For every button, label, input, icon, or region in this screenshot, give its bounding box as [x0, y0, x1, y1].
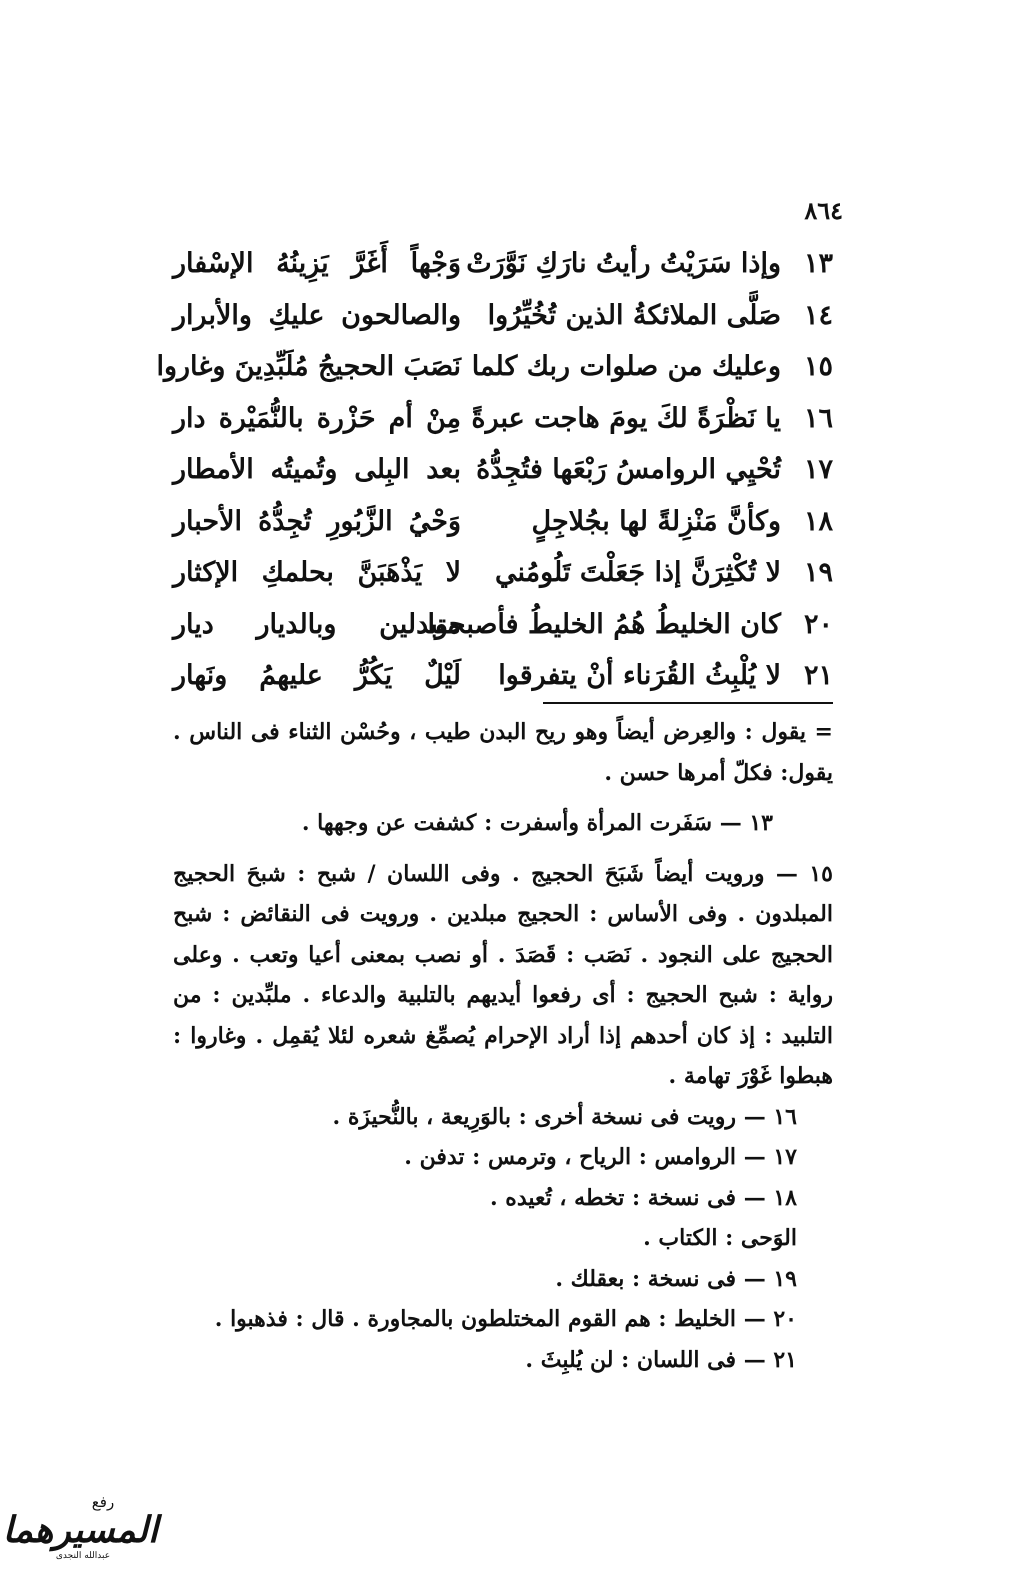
verse-row	[173, 496, 833, 548]
verse-second-hemistich: والصالحون عليكِ والأبرار	[173, 299, 461, 331]
verse-second-hemistich: وَجْهاً أَغَرَّ يَزِينُهُ الإسْفار	[173, 248, 461, 280]
verse-first-hemistich: صَلَّى الملائكةُ الذين تُخُيِّرُوا	[487, 299, 781, 331]
verse-second-hemistich: نَصَبَ الحجيجُ مُلَبِّدِينَ وغاروا	[156, 351, 461, 383]
verse-number: ١٨	[803, 505, 833, 537]
verse-number: ٢١	[803, 660, 833, 692]
verse-row	[173, 393, 833, 445]
verse-number: ١٦	[803, 402, 833, 434]
verse-number: ١٧	[803, 454, 833, 486]
verse-second-hemistich: لا يَذْهَبَنَّ بحلمكِ الإكثار	[173, 557, 461, 589]
verse-second-hemistich: متبدلين وبالديار ديار	[173, 608, 461, 640]
verse-second-hemistich: مِنْ أم حَزْرة بالنُّمَيْرة دار	[173, 402, 461, 434]
library-seal	[2, 1493, 158, 1574]
footnote: ١٦ — رويت فى نسخة أخرى : بالوَرِيعة ، بالنُّحيزَة .	[332, 1103, 797, 1130]
poem-verses	[156, 238, 833, 702]
footnote: ١٩ — فى نسخة : بعقلك .	[555, 1265, 797, 1292]
verse-row	[173, 599, 833, 651]
verse-number: ٢٠	[803, 608, 833, 640]
footnote: الوَحى : الكتاب .	[643, 1225, 797, 1251]
verse-first-hemistich: وعليك من صلوات ربك كلما	[471, 351, 781, 383]
verse-number: ١٩	[803, 557, 833, 589]
verse-number: ١٤	[803, 299, 833, 331]
footnote-divider	[543, 702, 833, 704]
footnote: ٢٠ — الخليط : هم القوم المختلطون بالمجاورة . قال : فذهبوا .	[214, 1306, 797, 1332]
footnote: = يقول : والعِرض أيضاً وهو ريح البدن طيب ، وحُسْن الثناء فى الناس . يقول: فكلّ أمرها حسن .	[173, 719, 833, 786]
verse-first-hemistich: تُحْيِي الروامسُ رَبْعَها فتُجِدُّهُ	[476, 454, 781, 486]
verse-number: ١٣	[803, 248, 833, 280]
verse-first-hemistich: وكأنَّ مَنْزِلةً لها بجُلاجِلٍ	[531, 505, 781, 537]
footnote: ١٧ — الروامس : الرياح ، وترمس : تدفن .	[404, 1144, 797, 1170]
verse-row	[173, 238, 833, 290]
footnote: ٢١ — فى اللسان : لن يُلبِثَ .	[525, 1346, 797, 1373]
verse-number: ١٥	[803, 351, 833, 383]
verse-second-hemistich: بعد البِلى وتُميتُه الأمطار	[173, 454, 461, 486]
verse-row	[173, 547, 833, 599]
verse-first-hemistich: وإذا سَرَيْتُ رأيتُ نارَكِ نَوَّرَتْ	[466, 248, 781, 280]
footnote: ١٥ — ورويت أيضاً شَبَحَ الحجيج . وفى اللسان / شبح : شبحَ الحجيج المبلدون . وفى الأساس : الحجيج مبلدين . ورويت فى النقائض : شبح الحجيج على النجود . نَصَب : قَصَدَ . أو نصب بمعنى أعيا وتعب . وعلى رواية : شبح الحجيج : أى رفعوا أيديهم بالتلبية والدعاء . ملبِّدين : من التلبيد : إذ كان أحدهم إذا أراد الإحرام يُصمِّغ شعره لئلا يُقمِل . وغاروا : هبطوا غَوْرَ تهامة .	[173, 860, 833, 1089]
footnotes	[173, 712, 833, 1380]
verse-first-hemistich: لا تُكْثِرَنَّ إذا جَعَلْتَ تَلُومُني	[494, 557, 781, 589]
verse-second-hemistich: لَيْلٌ يَكُرُّ عليهمُ ونَهار	[173, 660, 461, 692]
seal-sub-text: عبدالله النجدى	[55, 1551, 111, 1561]
footnote: ١٣ — سَفَرت المرأة وأسفرت : كشفت عن وجهها .	[301, 810, 773, 836]
verse-row	[173, 290, 833, 342]
verse-first-hemistich: يا نَظْرَةً لكَ يومَ هاجت عبرةً	[471, 402, 781, 434]
verse-row	[173, 444, 833, 496]
page-number: ٨٦٤	[804, 196, 843, 225]
verse-row	[156, 341, 833, 393]
seal-main-text: المسيرهما	[2, 1509, 158, 1551]
verse-row	[173, 650, 833, 702]
verse-second-hemistich: وَحْيُ الزَّبُورِ تُجِدُّهُ الأحبار	[173, 505, 461, 537]
verse-first-hemistich: كان الخليطُ هُمُ الخليطُ فأصبحوا	[427, 608, 781, 640]
verse-first-hemistich: لا يُلْبِثُ القُرَناء أنْ يتفرقوا	[498, 660, 781, 692]
footnote: ١٨ — فى نسخة : تخطه ، تُعيده .	[489, 1184, 797, 1211]
seal-top-text: رفع	[91, 1493, 115, 1511]
